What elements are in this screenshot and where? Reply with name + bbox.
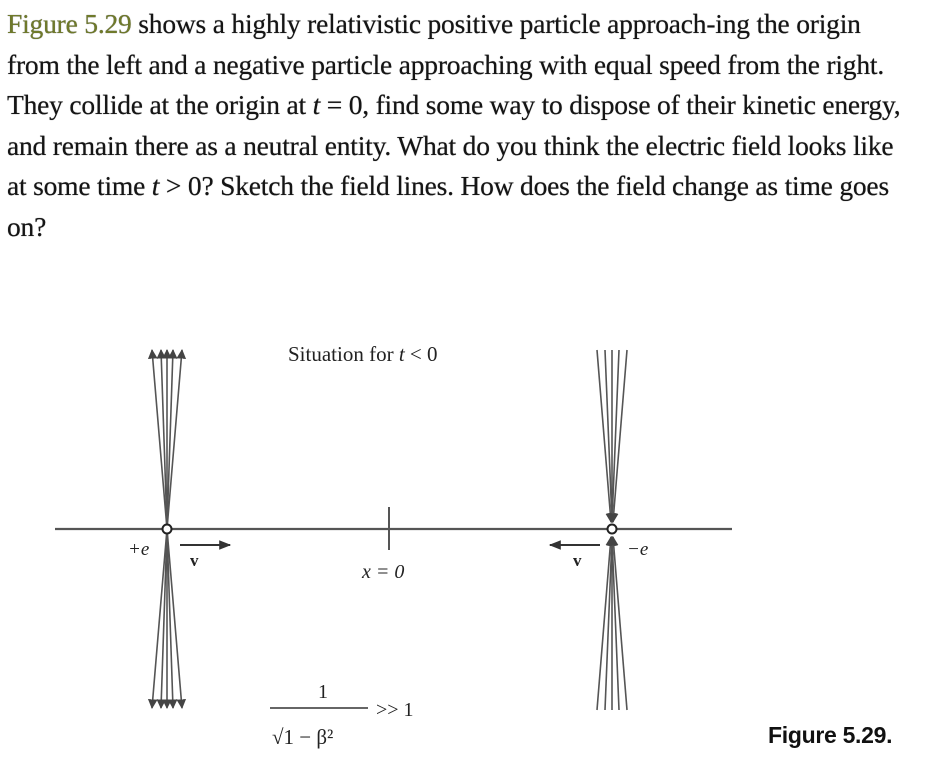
problem-statement xyxy=(7,4,912,247)
figure-reference: Figure 5.29 xyxy=(7,8,132,39)
lorentz-factor-expression xyxy=(270,681,414,749)
positive-charge-label: +e xyxy=(128,539,150,560)
time-variable: t xyxy=(312,89,321,120)
svg-text:1: 1 xyxy=(318,681,328,703)
figure-caption: Figure 5.29. xyxy=(768,722,893,748)
origin-label: x = 0 xyxy=(362,561,405,583)
situation-label: Situation for t < 0 xyxy=(288,342,438,366)
velocity-label-left: v xyxy=(190,551,199,570)
velocity-label-right: v xyxy=(573,551,582,570)
positive-charge xyxy=(163,525,172,534)
problem-text-part-3: > 0? Sketch the field lines. How does the field change as time goes on? xyxy=(7,170,889,242)
problem-text-part-1: shows a highly relativistic positive particle approach-ing the origin from the left and a negative particle approaching with equal speed from the right. They collide at the origin at xyxy=(7,8,885,120)
negative-charge xyxy=(608,525,617,534)
negative-charge-label: −e xyxy=(627,539,649,560)
problem-text-part-2: = 0, find some way to dispose of their kinetic energy, and remain there as a neutral entity. What do you think the electric field looks like at some time xyxy=(7,89,901,201)
figure-diagram xyxy=(0,300,935,760)
svg-text:√1 − β²: √1 − β² xyxy=(272,725,334,749)
svg-text:>> 1: >> 1 xyxy=(376,699,414,721)
time-variable: t xyxy=(151,170,160,201)
